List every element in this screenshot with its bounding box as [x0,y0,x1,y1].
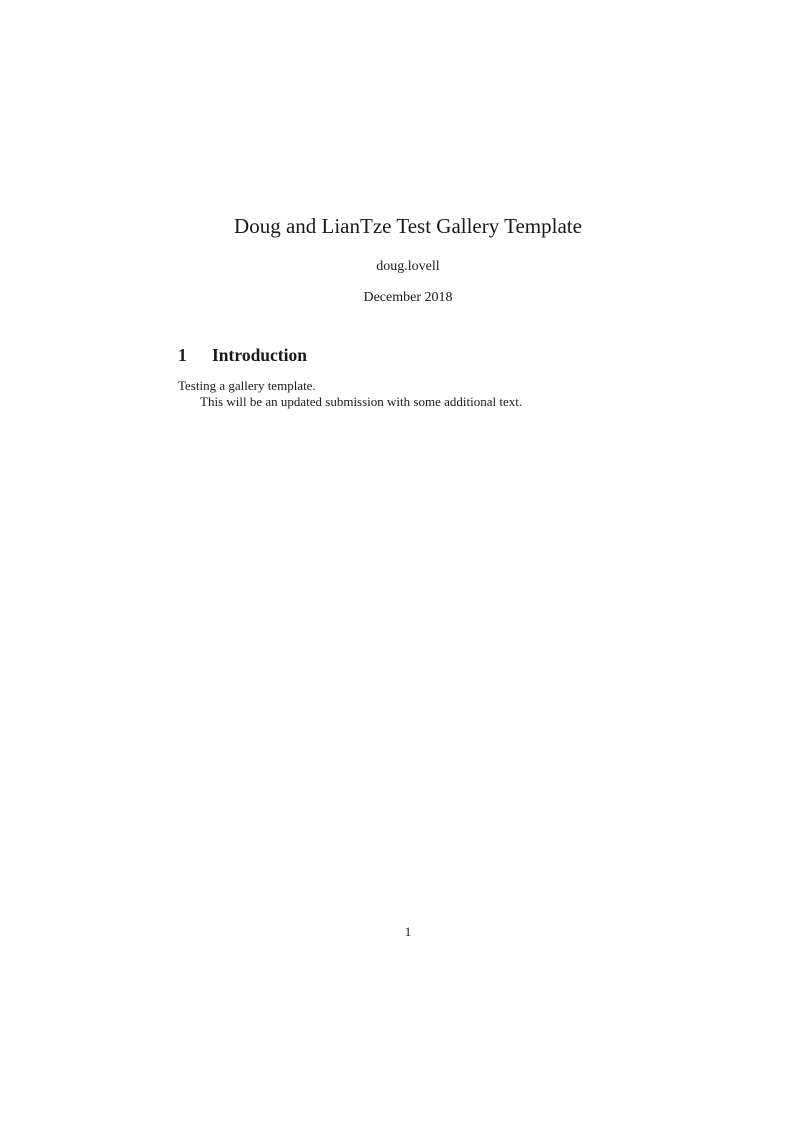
page-number: 1 [404,924,412,939]
author: doug.lovell [376,259,440,274]
section-title: Introduction [212,345,307,365]
date: December 2018 [363,290,453,305]
paragraph-second: This will be an updated submission with some additional text. [200,394,523,409]
body-text [178,378,638,410]
section-heading [178,345,638,366]
paragraph-first: Testing a gallery template. [178,378,316,393]
section-number: 1 [178,345,187,365]
page-title: Doug and LianTze Test Gallery Template [234,214,582,238]
